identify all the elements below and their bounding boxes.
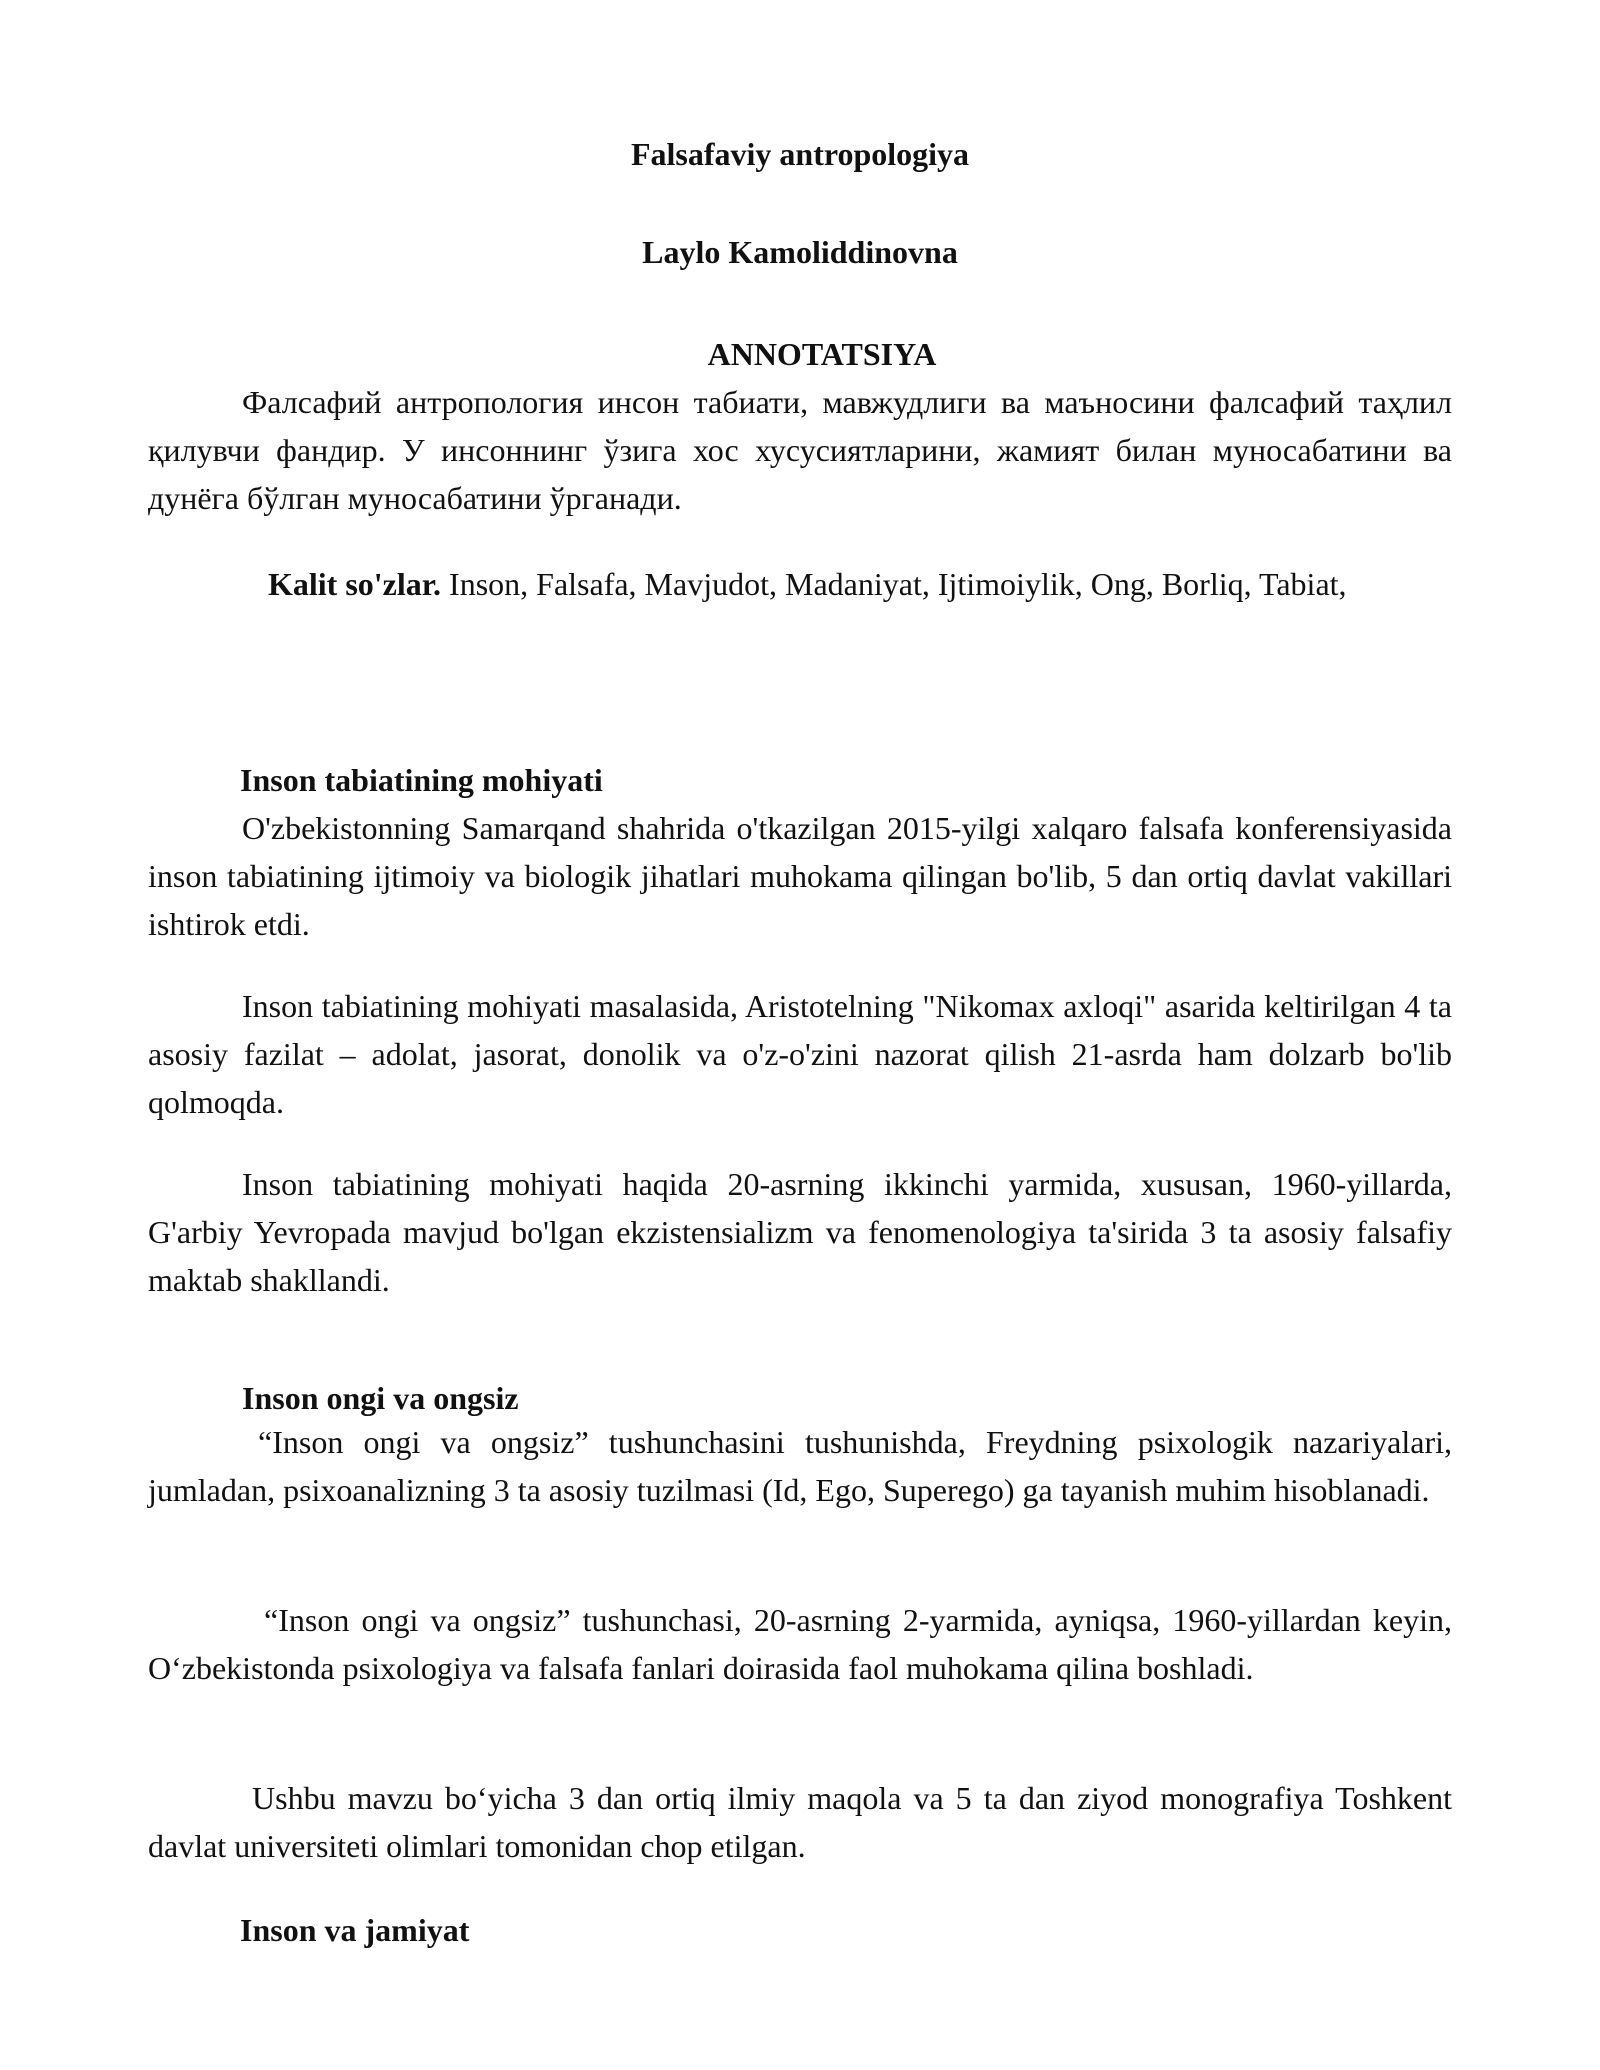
annotation-heading: ANNOTATSIYA: [707, 336, 937, 372]
paragraph: Inson tabiatining mohiyati haqida 20-asrning ikkinchi yarmida, xususan, 1960-yillarda, G'arbiy Yevropada mavjud bo'lgan ekzistensializm va fenomenologiya ta'sirida 3 ta asosiy falsafiy maktab shakllandi.: [148, 1166, 1452, 1298]
section-heading-consciousness: Inson ongi va ongsiz: [242, 1380, 519, 1416]
paragraph: “Inson ongi va ongsiz” tushunchasini tushunishda, Freydning psixologik nazariyalari, jumladan, psixoanalizning 3 ta asosiy tuzilmasi (Id, Ego, Superego) ga tayanish muhim hisoblanadi.: [148, 1424, 1452, 1508]
section-heading-human-nature: Inson tabiatining mohiyati: [240, 762, 603, 798]
author-name: Laylo Kamoliddinovna: [642, 234, 958, 270]
keywords-paragraph: [148, 560, 1452, 608]
keywords-label: Kalit so'zlar.: [268, 566, 442, 602]
paragraph: Ushbu mavzu boʻyicha 3 dan ortiq ilmiy maqola va 5 ta dan ziyod monografiya Toshkent davlat universiteti olimlari tomonidan chop etilgan.: [148, 1780, 1452, 1864]
paragraph: Inson tabiatining mohiyati masalasida, Aristotelning "Nikomax axloqi" asarida keltirilgan 4 ta asosiy fazilat – adolat, jasorat, donolik va o'z-o'zini nazorat qilish 21-asrda ham dolzarb bo'lib qolmoqda.: [148, 988, 1452, 1120]
annotation-paragraph: Фалсафий антропология инсон табиати, мавжудлиги ва маъносини фалсафий таҳлил қилувчи фандир. У инсоннинг ўзига хос хусусиятларини, жамият билан муносабатини ва дунёга бўлган муносабатини ўрганади.: [148, 384, 1452, 516]
keywords-list: Inson, Falsafa, Mavjudot, Madaniyat, Ijtimoiylik, Ong, Borliq, Tabiat,: [441, 566, 1347, 602]
section-heading-human-society: Inson va jamiyat: [240, 1912, 470, 1948]
paragraph: O'zbekistonning Samarqand shahrida o'tkazilgan 2015-yilgi xalqaro falsafa konferensiyasida inson tabiatining ijtimoiy va biologik jihatlari muhokama qilingan bo'lib, 5 dan ortiq davlat vakillari ishtirok etdi.: [148, 810, 1452, 942]
document-title: Falsafaviy antropologiya: [630, 136, 970, 172]
paragraph: “Inson ongi va ongsiz” tushunchasi, 20-asrning 2-yarmida, ayniqsa, 1960-yillardan keyin, Oʻzbekistonda psixologiya va falsafa fanlari doirasida faol muhokama qilina boshladi.: [148, 1602, 1452, 1686]
